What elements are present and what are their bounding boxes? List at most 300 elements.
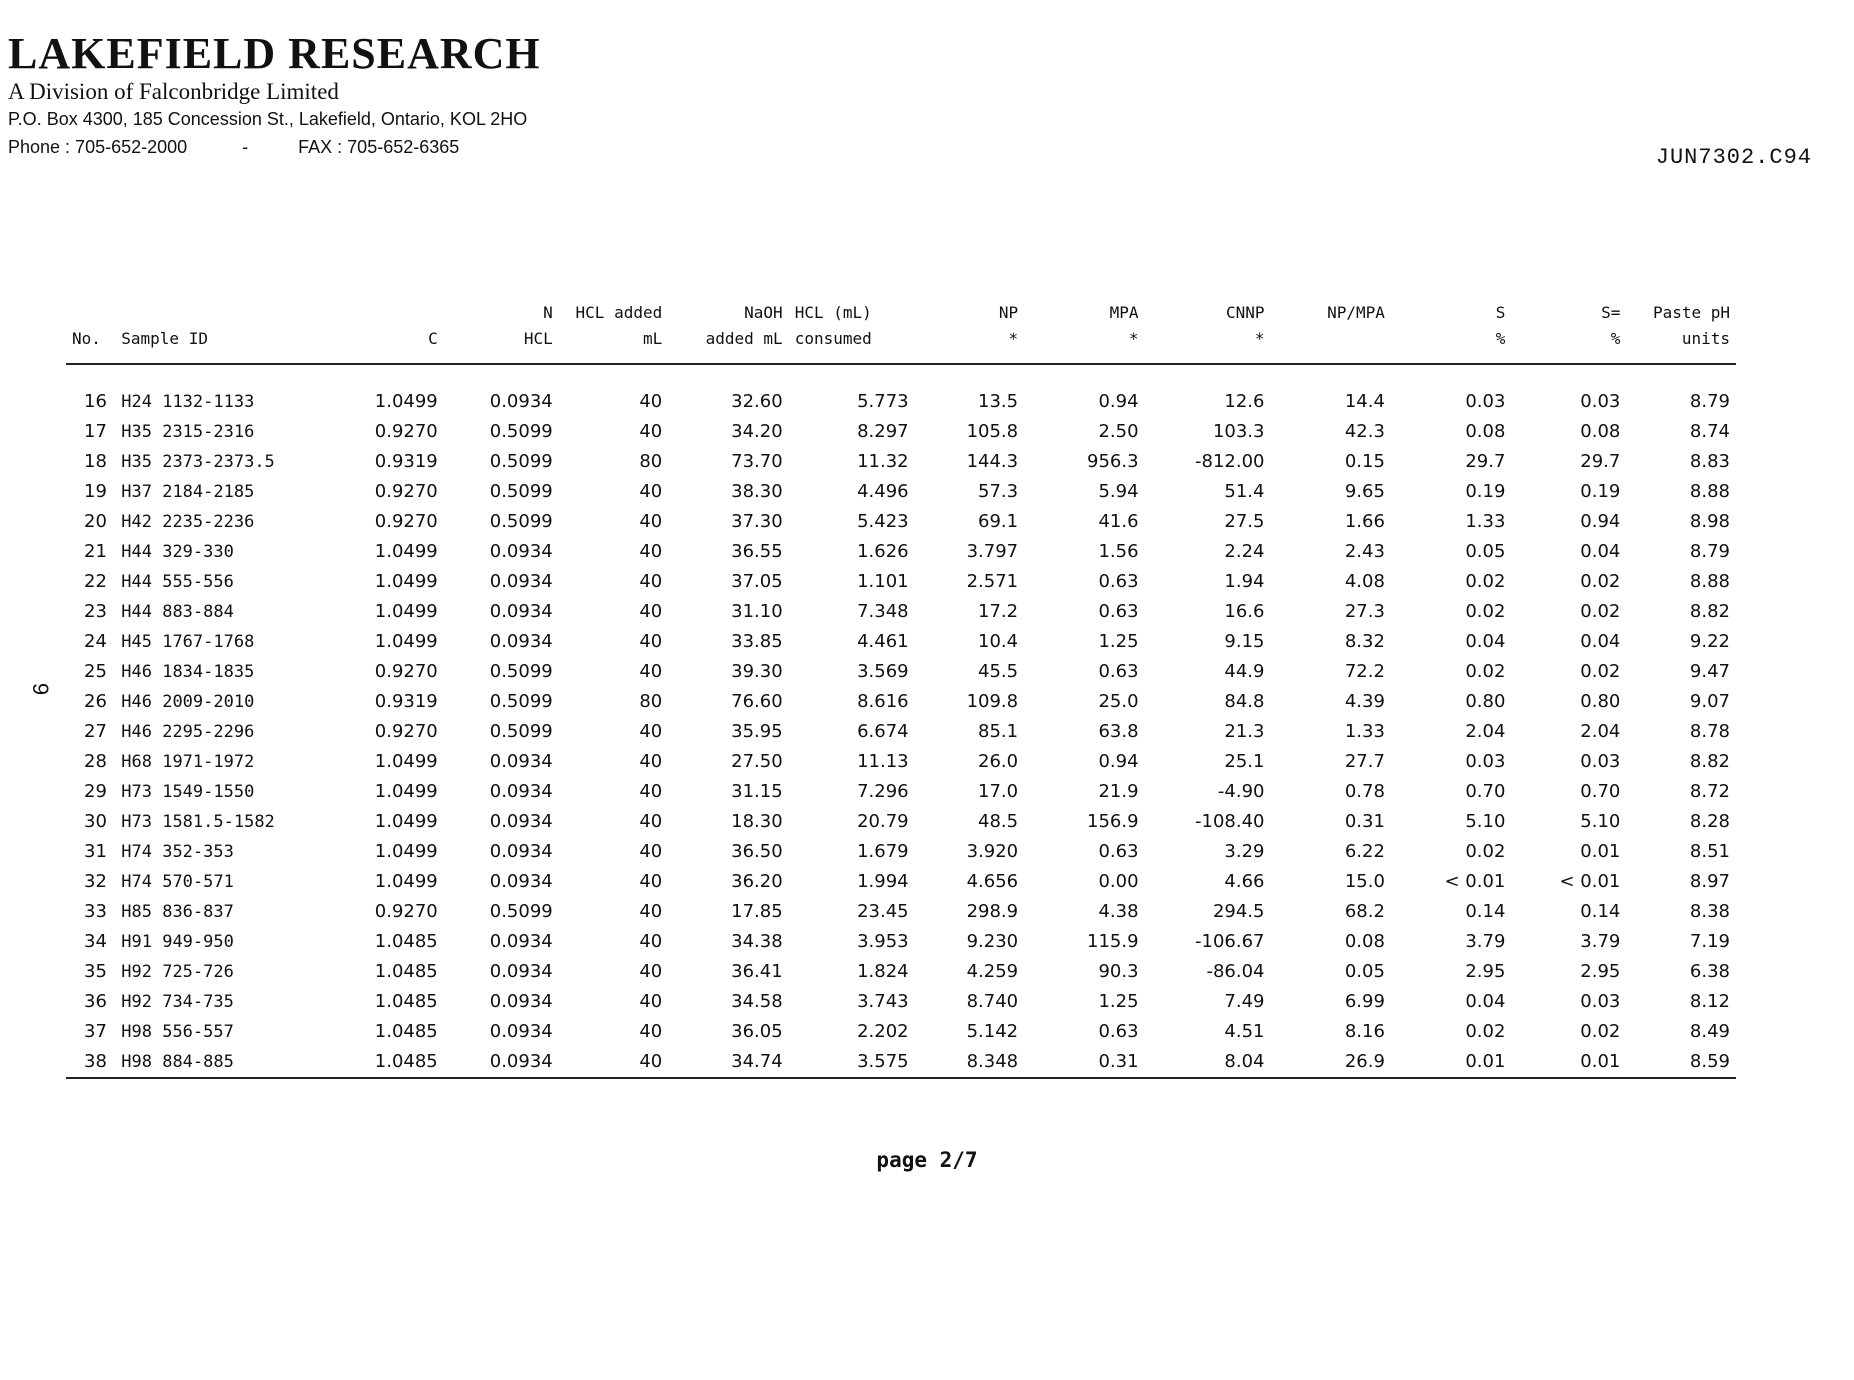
table-cell: 40 [639,541,663,563]
table-row [66,567,1736,597]
table-row [66,417,1736,447]
table-cell: 40 [639,841,663,863]
table-cell: 4.66 [1224,871,1265,893]
table-cell: 0.04 [1465,991,1506,1013]
table-cell: 0.0934 [489,781,553,803]
table-cell: 0.03 [1580,391,1621,413]
table-cell: 20.79 [857,811,909,833]
table-cell: 0.19 [1465,481,1506,503]
table-cell: 27.5 [1224,511,1265,533]
table-cell: 3.569 [857,661,909,683]
header-row [66,300,1736,364]
table-cell: 8.82 [1689,601,1730,623]
table-cell: 22 [84,571,107,593]
table-cell: 34 [84,931,107,953]
table-cell: 1.25 [1098,991,1139,1013]
table-row [66,957,1736,987]
table-cell: 1.101 [857,571,909,593]
table-cell: 2.95 [1465,961,1506,983]
table-cell: 5.142 [966,1021,1019,1043]
table-cell: 8.49 [1689,1021,1730,1043]
table-cell: 72.2 [1344,661,1385,683]
file-code: JUN7302.C94 [1655,145,1812,170]
table-cell: 9.230 [966,931,1019,953]
table-cell: 36 [84,991,107,1013]
company-division: A Division of Falconbridge Limited [8,79,339,105]
table-cell: 2.202 [857,1021,909,1043]
table-cell: 40 [639,571,663,593]
column-header [1145,300,1271,364]
table-cell: 0.02 [1465,1021,1506,1043]
table-body [66,364,1736,1078]
table-cell: 19 [84,481,107,503]
table-cell: H45 1767-1768 [121,632,255,653]
table-cell: 0.02 [1580,661,1621,683]
table-cell: 27.50 [731,751,783,773]
column-header-top: HCL (mL) [794,303,872,322]
table-cell: 0.0934 [489,931,553,953]
table-cell: 10.4 [978,631,1019,653]
table-cell: 0.0934 [489,571,553,593]
table-cell: 9.15 [1224,631,1265,653]
table-cell: 4.259 [966,961,1019,983]
table-cell: 5.423 [857,511,909,533]
table-cell: 27.7 [1344,751,1385,773]
table-cell: 26.0 [978,751,1019,773]
table-cell: 7.19 [1689,931,1730,953]
table-cell: 4.656 [966,871,1019,893]
table-cell: 73.70 [731,451,783,473]
table-cell: 2.04 [1580,721,1621,743]
table-cell: 2.04 [1465,721,1506,743]
table-cell: 40 [639,751,663,773]
table-cell: 8.740 [966,991,1019,1013]
fax-number: FAX : 705-652-6365 [298,136,460,157]
table-row [66,897,1736,927]
table-cell: 0.08 [1465,421,1506,443]
table-cell: 76.60 [731,691,783,713]
column-header-bottom: Sample ID [121,328,208,348]
table-cell: 32.60 [731,391,783,413]
table-row [66,657,1736,687]
table-cell: < 0.01 [1559,871,1621,893]
table-cell: 29.7 [1580,451,1621,473]
table-cell: 0.94 [1098,751,1139,773]
table-cell: 0.00 [1098,871,1139,893]
table-cell: 0.0934 [489,751,553,773]
table-cell: 2.50 [1098,421,1139,443]
table-cell: 1.25 [1098,631,1139,653]
table-cell: H98 556-557 [121,1022,234,1043]
table-cell: 1.0499 [374,811,438,833]
table-cell: 1.0499 [374,571,438,593]
table-cell: 3.743 [857,991,909,1013]
table-cell: 36.41 [731,961,783,983]
table-cell: 40 [639,421,663,443]
table-cell: 0.14 [1465,901,1506,923]
table-row [66,477,1736,507]
company-address: P.O. Box 4300, 185 Concession St., Lakefield, Ontario, KOL 2HO [8,108,528,129]
column-header-bottom: * [1008,328,1019,348]
table-cell: H35 2315-2316 [121,422,255,443]
table-cell: 40 [639,661,663,683]
table-cell: 57.3 [978,481,1019,503]
table-cell: 4.51 [1224,1021,1265,1043]
letterhead [8,30,541,162]
table-cell: 1.824 [857,961,909,983]
table-cell: 9.65 [1344,481,1385,503]
table-row [66,627,1736,657]
table-cell: 15.0 [1344,871,1385,893]
table-cell: 0.08 [1580,421,1621,443]
column-header-bottom: C [428,328,438,348]
table-cell: 20 [84,511,107,533]
contact-separator: - [242,136,249,157]
table-cell: 8.72 [1689,781,1730,803]
table-cell: 8.78 [1689,721,1730,743]
table-cell: 1.0499 [374,781,438,803]
company-name: LAKEFIELD RESEARCH [8,29,541,78]
table-cell: H98 884-885 [121,1052,234,1073]
table-cell: 4.461 [857,631,909,653]
table-cell: -108.40 [1195,811,1265,833]
table-cell: 0.03 [1580,751,1621,773]
page-number: page 2/7 [876,1148,978,1172]
table-cell: 0.9319 [374,691,438,713]
column-header [668,300,788,364]
table-cell: 0.63 [1098,571,1139,593]
table-cell: H46 2295-2296 [121,722,255,743]
table-cell: 1.0485 [374,931,438,953]
table-cell: H92 725-726 [121,962,234,983]
table-cell: 0.02 [1465,661,1506,683]
table-cell: 36.50 [731,841,783,863]
table-cell: 8.38 [1689,901,1730,923]
table-cell: 1.994 [857,871,909,893]
table-row [66,867,1736,897]
table-cell: 39.30 [731,661,783,683]
table-cell: H44 329-330 [121,542,234,563]
table-cell: 21 [84,541,107,563]
table-cell: 8.59 [1689,1051,1730,1073]
table-cell: 1.0499 [374,871,438,893]
table-cell: 48.5 [978,811,1019,833]
results-table [66,300,1736,1079]
column-header [789,300,915,364]
table-cell: 27.3 [1344,601,1385,623]
table-cell: 4.39 [1344,691,1385,713]
table-footer-rule [66,1078,1736,1079]
table-cell: 68.2 [1344,901,1385,923]
table-cell: -86.04 [1206,961,1265,983]
table-cell: H46 1834-1835 [121,662,255,683]
table-cell: 0.9270 [374,421,438,443]
column-header-top: HCL added [575,303,663,322]
table-cell: 37.30 [731,511,783,533]
table-cell: 40 [639,901,663,923]
table-cell: 3.79 [1465,931,1506,953]
table-cell: 80 [639,451,663,473]
table-cell: 0.70 [1465,781,1506,803]
table-cell: 40 [639,811,663,833]
column-header-bottom [1276,326,1384,352]
table-cell: < 0.01 [1444,871,1506,893]
table-cell: 8.32 [1344,631,1385,653]
column-header-top: NP/MPA [1327,303,1385,322]
table-cell: 0.0934 [489,541,553,563]
column-header-bottom: HCL [523,328,553,348]
table-cell: 8.79 [1689,541,1730,563]
table-cell: 7.348 [857,601,909,623]
table-cell: 3.575 [857,1051,909,1073]
table-cell: 2.571 [966,571,1019,593]
table-cell: 11.13 [857,751,909,773]
table-row [66,927,1736,957]
table-cell: 40 [639,1021,663,1043]
column-header-top [121,300,350,326]
table-cell: 0.5099 [489,511,553,533]
table-cell: 36.55 [731,541,783,563]
table-cell: 30 [84,811,107,833]
table-cell: 956.3 [1087,451,1139,473]
table-cell: 0.0934 [489,601,553,623]
table-cell: 0.14 [1580,901,1621,923]
table-row [66,717,1736,747]
table-cell: 0.9270 [374,661,438,683]
column-header [915,300,1025,364]
table-cell: H73 1581.5-1582 [121,812,275,833]
table-row [66,1017,1736,1047]
table-cell: -4.90 [1217,781,1265,803]
table-cell: 0.02 [1465,601,1506,623]
table-cell: 33 [84,901,107,923]
table-cell: 80 [639,691,663,713]
table-cell: 1.0485 [374,961,438,983]
table-cell: 69.1 [978,511,1019,533]
table-cell: 0.0934 [489,871,553,893]
table-cell: 1.0499 [374,541,438,563]
table-cell: 3.920 [966,841,1019,863]
table-cell: 45.5 [978,661,1019,683]
table-cell: 8.12 [1689,991,1730,1013]
table-cell: 38.30 [731,481,783,503]
table-cell: 8.16 [1344,1021,1385,1043]
table-cell: 32 [84,871,107,893]
table-cell: 1.679 [857,841,909,863]
table-cell: 0.03 [1580,991,1621,1013]
table-cell: 0.01 [1580,1051,1621,1073]
table-cell: H37 2184-2185 [121,482,255,503]
table-cell: 16.6 [1224,601,1265,623]
table-cell: 5.94 [1098,481,1139,503]
table-cell: 34.74 [731,1051,783,1073]
table-cell: 105.8 [966,421,1019,443]
table-row [66,597,1736,627]
table-cell: 44.9 [1224,661,1265,683]
table-cell: 34.20 [731,421,783,443]
table-cell: 18.30 [731,811,783,833]
table-cell: H73 1549-1550 [121,782,255,803]
table-cell: 1.0499 [374,391,438,413]
table-cell: 6.38 [1689,961,1730,983]
column-header-top: N [543,303,553,322]
table-cell: 84.8 [1224,691,1265,713]
table-cell: H74 352-353 [121,842,234,863]
table-cell: H68 1971-1972 [121,752,255,773]
table-cell: 7.296 [857,781,909,803]
table-cell: 1.0485 [374,991,438,1013]
table-cell: H42 2235-2236 [121,512,255,533]
table-cell: 21.3 [1224,721,1265,743]
table-cell: 8.79 [1689,391,1730,413]
table-cell: 0.02 [1580,601,1621,623]
table-cell: 14.4 [1344,391,1385,413]
table-cell: 0.5099 [489,481,553,503]
table-cell: 40 [639,631,663,653]
table-cell: 3.29 [1224,841,1265,863]
table-cell: 0.9270 [374,481,438,503]
table-cell: 8.97 [1689,871,1730,893]
table-cell: 0.31 [1098,1051,1139,1073]
table-row [66,507,1736,537]
table-cell: 0.63 [1098,841,1139,863]
table-cell: 63.8 [1098,721,1139,743]
column-header-bottom: added mL [705,328,783,348]
table-row [66,837,1736,867]
column-header-top: MPA [1109,303,1139,322]
table-cell: 17.0 [978,781,1019,803]
table-cell: 37.05 [731,571,783,593]
table-cell: 0.9270 [374,901,438,923]
column-header-bottom: * [1254,328,1265,348]
table-cell: 31.10 [731,601,783,623]
column-header [1511,300,1626,364]
table-cell: 18 [84,451,107,473]
table-cell: 27 [84,721,107,743]
table-cell: 90.3 [1098,961,1139,983]
table-cell: 7.49 [1224,991,1265,1013]
table-cell: 0.0934 [489,391,553,413]
table-cell: 2.24 [1224,541,1265,563]
table-cell: 17 [84,421,107,443]
table-cell: 3.79 [1580,931,1621,953]
table-cell: 0.63 [1098,601,1139,623]
table-cell: 5.773 [857,391,909,413]
table-cell: 85.1 [978,721,1019,743]
table-cell: 23 [84,601,107,623]
column-header-top [72,300,109,326]
column-header-bottom: consumed [794,328,872,348]
table-cell: 1.0499 [374,601,438,623]
table-row [66,1047,1736,1078]
results-table-region [66,300,1736,1079]
table-cell: 21.9 [1098,781,1139,803]
table-cell: 25 [84,661,107,683]
column-header-top: NaOH [744,303,783,322]
table-cell: 1.56 [1098,541,1139,563]
table-cell: 8.74 [1689,421,1730,443]
table-cell: H46 2009-2010 [121,692,255,713]
table-cell: 0.02 [1580,571,1621,593]
table-row [66,537,1736,567]
table-cell: 0.08 [1344,931,1385,953]
table-cell: H92 734-735 [121,992,234,1013]
table-cell: 35.95 [731,721,783,743]
table-cell: 0.5099 [489,661,553,683]
table-cell: 51.4 [1224,481,1265,503]
table-cell: H44 883-884 [121,602,234,623]
table-cell: 12.6 [1224,391,1265,413]
table-cell: 25.0 [1098,691,1139,713]
table-row [66,747,1736,777]
table-cell: 0.0934 [489,631,553,653]
table-cell: 42.3 [1344,421,1385,443]
table-row [66,777,1736,807]
table-cell: 6.99 [1344,991,1385,1013]
table-cell: H24 1132-1133 [121,392,255,413]
table-cell: 9.07 [1689,691,1730,713]
table-cell: 294.5 [1212,901,1265,923]
table-cell: 0.01 [1465,1051,1506,1073]
column-header-top [362,300,438,326]
table-cell: 40 [639,781,663,803]
table-cell: 1.626 [857,541,909,563]
table-cell: 2.95 [1580,961,1621,983]
table-cell: 1.94 [1224,571,1265,593]
table-cell: 0.0934 [489,961,553,983]
table-cell: 0.02 [1465,571,1506,593]
table-header [66,300,1736,364]
table-cell: 28 [84,751,107,773]
table-cell: 8.88 [1689,481,1730,503]
table-cell: 0.70 [1580,781,1621,803]
table-cell: 0.5099 [489,901,553,923]
table-cell: 0.80 [1580,691,1621,713]
table-cell: 1.0499 [374,631,438,653]
table-cell: 40 [639,481,663,503]
table-cell: 144.3 [966,451,1019,473]
table-cell: 1.0499 [374,751,438,773]
table-cell: 40 [639,991,663,1013]
table-cell: 3.953 [857,931,909,953]
table-cell: 23.45 [857,901,909,923]
table-cell: 40 [639,601,663,623]
table-cell: -106.67 [1195,931,1265,953]
table-cell: 0.0934 [489,811,553,833]
table-cell: 36.20 [731,871,783,893]
table-cell: 8.04 [1224,1051,1265,1073]
table-cell: 36.05 [731,1021,783,1043]
table-cell: 40 [639,1051,663,1073]
table-cell: -812.00 [1195,451,1265,473]
table-row [66,364,1736,417]
table-cell: 1.33 [1465,511,1506,533]
column-header-top: NP [998,303,1019,322]
table-cell: 8.51 [1689,841,1730,863]
table-cell: 0.0934 [489,1021,553,1043]
column-header-bottom: mL [642,328,663,348]
column-header [444,300,559,364]
table-cell: 0.5099 [489,691,553,713]
column-header-top: CNNP [1225,303,1265,322]
table-cell: 0.9270 [374,511,438,533]
table-cell: 0.0934 [489,1051,553,1073]
table-cell: 0.03 [1465,391,1506,413]
table-cell: 37 [84,1021,107,1043]
table-cell: 24 [84,631,107,653]
column-header-top: S= [1601,303,1621,322]
table-cell: 40 [639,931,663,953]
